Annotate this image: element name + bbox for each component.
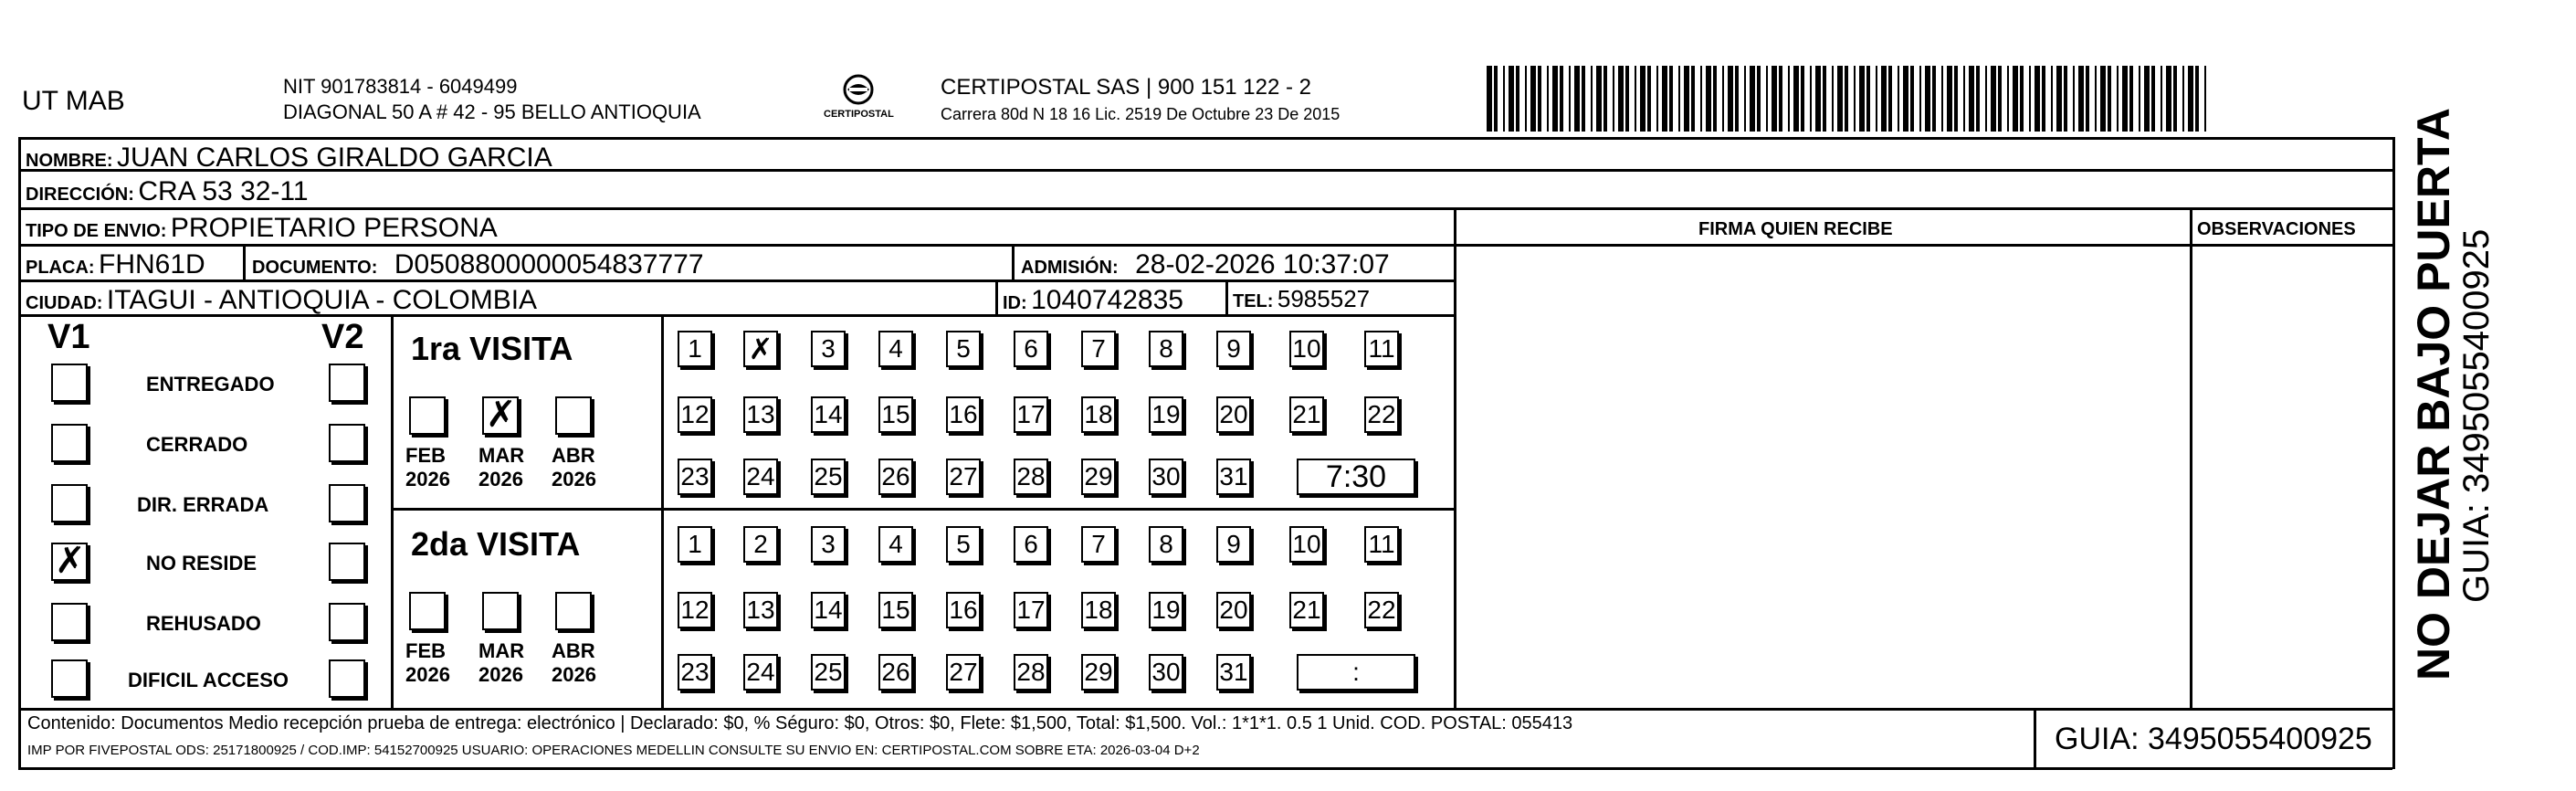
v2-checkbox[interactable] <box>329 659 365 698</box>
day-box[interactable]: 15 <box>878 592 913 628</box>
day-box[interactable]: 10 <box>1289 331 1324 367</box>
month-year: 2026 <box>552 663 596 686</box>
day-box[interactable]: 28 <box>1014 654 1048 691</box>
v1-checkbox[interactable] <box>51 424 88 462</box>
nit-text: NIT 901783814 - 6049499 <box>283 75 518 98</box>
month-checkbox[interactable] <box>482 396 519 435</box>
month-checkbox[interactable] <box>555 396 592 435</box>
day-box[interactable]: 31 <box>1216 459 1251 495</box>
day-box[interactable]: 25 <box>811 459 846 495</box>
ciudad-label: CIUDAD: <box>26 293 103 313</box>
v2-checkbox[interactable] <box>329 424 365 462</box>
v1-label: V1 <box>47 318 90 356</box>
ciudad-value: ITAGUI - ANTIOQUIA - COLOMBIA <box>106 285 538 315</box>
day-box[interactable]: 15 <box>878 396 913 433</box>
day-box[interactable] <box>743 331 778 367</box>
day-box[interactable]: 2 <box>743 526 778 563</box>
day-box[interactable]: 11 <box>1364 331 1399 367</box>
day-box[interactable]: 31 <box>1216 654 1251 691</box>
cross-mark-icon: ✗ <box>748 332 773 366</box>
day-box[interactable]: 24 <box>743 459 778 495</box>
month-name: FEB <box>405 639 446 662</box>
brand-name: UT MAB <box>22 86 125 116</box>
placa-label: PLACA: <box>26 258 95 278</box>
license-text: Carrera 80d N 18 16 Lic. 2519 De Octubre 23 De 2015 <box>941 105 1341 123</box>
day-box[interactable]: 20 <box>1216 396 1251 433</box>
footer-guia: GUIA: 3495055400925 <box>2055 722 2372 756</box>
sender-address: DIAGONAL 50 A # 42 - 95 BELLO ANTIOQUIA <box>283 100 701 123</box>
day-box[interactable]: 29 <box>1081 654 1116 691</box>
day-box[interactable]: 30 <box>1149 654 1183 691</box>
v1-checkbox[interactable] <box>51 540 88 582</box>
status-label: REHUSADO <box>146 612 261 635</box>
side-guia: GUIA: 3495055400925 <box>2456 228 2497 603</box>
tel-label: TEL: <box>1233 291 1274 311</box>
day-box[interactable]: 24 <box>743 654 778 691</box>
v1-checkbox[interactable] <box>51 484 88 522</box>
v1-checkbox[interactable] <box>51 659 88 698</box>
day-box[interactable]: 16 <box>946 396 981 433</box>
id-label: ID: <box>1003 293 1027 313</box>
direccion-label: DIRECCIÓN: <box>26 185 134 205</box>
day-box[interactable]: 26 <box>878 654 913 691</box>
month-name: FEB <box>405 444 446 467</box>
day-box[interactable]: 29 <box>1081 459 1116 495</box>
observaciones-label: OBSERVACIONES <box>2197 219 2356 239</box>
v2-checkbox[interactable] <box>329 543 365 581</box>
month-year: 2026 <box>405 468 450 490</box>
day-box[interactable]: 5 <box>946 526 981 563</box>
nombre-row <box>26 144 552 172</box>
day-box[interactable]: 4 <box>878 331 913 367</box>
tipo-value: PROPIETARIO PERSONA <box>170 213 498 243</box>
v2-label: V2 <box>321 318 364 356</box>
day-box[interactable]: 4 <box>878 526 913 563</box>
day-box[interactable]: 11 <box>1364 526 1399 563</box>
day-box[interactable]: 22 <box>1364 592 1399 628</box>
day-box[interactable]: 12 <box>678 592 712 628</box>
day-box[interactable]: 3 <box>811 331 846 367</box>
day-box[interactable]: 8 <box>1149 526 1183 563</box>
day-box[interactable]: 27 <box>946 654 981 691</box>
month-checkbox[interactable] <box>555 592 592 630</box>
day-box[interactable]: 23 <box>678 654 712 691</box>
day-box[interactable]: 27 <box>946 459 981 495</box>
v2-checkbox[interactable] <box>329 484 365 522</box>
certipostal-logo <box>822 71 895 128</box>
month-year: 2026 <box>552 468 596 490</box>
documento-value: D0508800000054837777 <box>394 249 704 279</box>
day-box[interactable]: 3 <box>811 526 846 563</box>
nombre-label: NOMBRE: <box>26 151 113 171</box>
day-box[interactable]: 1 <box>678 331 712 367</box>
day-box[interactable]: 12 <box>678 396 712 433</box>
day-box[interactable]: 7 <box>1081 526 1116 563</box>
barcode-icon <box>1487 66 2217 132</box>
month-name: ABR <box>552 444 595 467</box>
v1-checkbox[interactable] <box>51 364 88 402</box>
day-box[interactable]: 21 <box>1289 592 1324 628</box>
day-box[interactable]: 28 <box>1014 459 1048 495</box>
tel-row <box>1233 287 1370 311</box>
placa-value: FHN61D <box>99 249 205 279</box>
day-box[interactable]: 9 <box>1216 331 1251 367</box>
admision-value: 28-02-2026 10:37:07 <box>1135 249 1390 279</box>
day-box[interactable]: 1 <box>678 526 712 563</box>
time-value: 7:30 <box>1325 459 1387 494</box>
visit-title: 1ra VISITA <box>411 330 573 367</box>
day-box[interactable]: 20 <box>1216 592 1251 628</box>
time-box[interactable] <box>1297 654 1415 691</box>
firma-label: FIRMA QUIEN RECIBE <box>1698 219 1893 239</box>
check-mark-icon: ✗ <box>55 540 86 582</box>
day-box[interactable]: 17 <box>1014 396 1048 433</box>
footer-imp: IMP POR FIVEPOSTAL ODS: 25171800925 / COD.IMP: 54152700925 USUARIO: OPERACIONES MEDELLIN CONSULTE SU ENVIO EN: CERTIPOSTAL.COM SOBRE ETA: 2026-03-04 D+2 <box>27 743 1200 758</box>
day-box[interactable]: 7 <box>1081 331 1116 367</box>
status-label: DIR. ERRADA <box>137 493 269 516</box>
documento-row <box>252 251 704 279</box>
tipo-label: TIPO DE ENVIO: <box>26 221 167 241</box>
placa-row <box>26 251 205 279</box>
id-value: 1040742835 <box>1031 285 1183 315</box>
day-box[interactable]: 10 <box>1289 526 1324 563</box>
day-box[interactable]: 21 <box>1289 396 1324 433</box>
nombre-value: JUAN CARLOS GIRALDO GARCIA <box>117 142 552 173</box>
admision-label: ADMISIÓN: <box>1021 258 1119 278</box>
day-box[interactable]: 18 <box>1081 592 1116 628</box>
day-box[interactable]: 19 <box>1149 592 1183 628</box>
month-checkbox[interactable] <box>482 592 519 630</box>
month-year: 2026 <box>405 663 450 686</box>
month-name: ABR <box>552 639 595 662</box>
admision-row <box>1021 251 1390 279</box>
ciudad-row <box>26 287 537 314</box>
day-box[interactable]: 5 <box>946 331 981 367</box>
month-year: 2026 <box>478 468 523 490</box>
company-name: CERTIPOSTAL SAS | 900 151 122 - 2 <box>941 75 1311 100</box>
day-box[interactable]: 6 <box>1014 331 1048 367</box>
direccion-value: CRA 53 32-11 <box>138 176 309 206</box>
day-box[interactable]: 13 <box>743 592 778 628</box>
month-name: MAR <box>478 639 525 662</box>
day-box[interactable]: 13 <box>743 396 778 433</box>
day-box[interactable]: 6 <box>1014 526 1048 563</box>
visit-title: 2da VISITA <box>411 525 581 563</box>
day-box[interactable]: 19 <box>1149 396 1183 433</box>
footer-contenido: Contenido: Documentos Medio recepción prueba de entrega: electrónico | Declarado: $0, % Séguro: $0, Otros: $0, Flete: $1,500, Total: $1,500. Vol.: 1*1*1. 0.5 1 Unid. COD. POSTAL: 055413 <box>27 713 1573 733</box>
v1-checkbox[interactable] <box>51 603 88 641</box>
status-label: NO RESIDE <box>146 552 258 575</box>
logo-text: CERTIPOSTAL <box>824 109 894 120</box>
month-year: 2026 <box>478 663 523 686</box>
status-label: CERRADO <box>146 433 248 456</box>
documento-label: DOCUMENTO: <box>252 258 378 278</box>
day-box[interactable]: 14 <box>811 396 846 433</box>
direccion-row <box>26 178 309 206</box>
day-box[interactable]: 23 <box>678 459 712 495</box>
month-checkbox[interactable] <box>409 592 446 630</box>
day-box[interactable]: 30 <box>1149 459 1183 495</box>
v2-checkbox[interactable] <box>329 364 365 402</box>
status-label: ENTREGADO <box>146 373 275 396</box>
day-box[interactable]: 9 <box>1216 526 1251 563</box>
tel-value: 5985527 <box>1277 285 1371 312</box>
day-box[interactable]: 22 <box>1364 396 1399 433</box>
id-row <box>1003 287 1183 314</box>
day-box[interactable]: 25 <box>811 654 846 691</box>
time-value: : <box>1352 658 1360 686</box>
check-mark-icon: ✗ <box>486 394 517 436</box>
day-box[interactable]: 18 <box>1081 396 1116 433</box>
day-box[interactable]: 14 <box>811 592 846 628</box>
day-box[interactable]: 8 <box>1149 331 1183 367</box>
month-name: MAR <box>478 444 525 467</box>
time-box[interactable] <box>1297 459 1415 495</box>
day-box[interactable]: 26 <box>878 459 913 495</box>
tipo-row <box>26 215 498 242</box>
no-dejar-bajo-puerta: NO DEJAR BAJO PUERTA <box>2408 108 2459 680</box>
day-box[interactable]: 17 <box>1014 592 1048 628</box>
v2-checkbox[interactable] <box>329 603 365 641</box>
day-box[interactable]: 16 <box>946 592 981 628</box>
status-label: DIFICIL ACCESO <box>128 669 289 691</box>
month-checkbox[interactable] <box>409 396 446 435</box>
